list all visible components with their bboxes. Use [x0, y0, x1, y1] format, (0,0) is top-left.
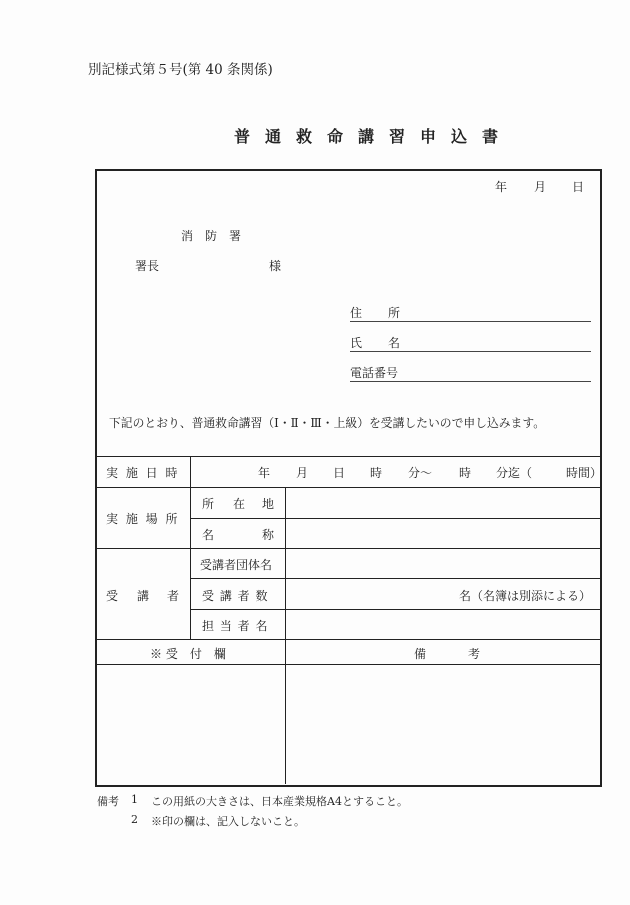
table-line [190, 609, 600, 610]
phone-field[interactable] [350, 364, 591, 382]
address-label-1: 住 [350, 306, 363, 320]
fire-station-label: 消 防 署 [181, 229, 242, 243]
table-line [97, 639, 600, 640]
contact-person-label: 担 当 者 名 [202, 619, 269, 633]
venue-location-label-2: 在 [233, 497, 246, 511]
table-line [97, 456, 600, 457]
note-2-text: ※印の欄は、記入しないこと。 [151, 815, 305, 828]
datetime-day: 日 [333, 466, 346, 480]
note-2-number: 2 [131, 813, 138, 826]
phone-label: 電話番号 [350, 366, 399, 380]
chief-label: 署長 [135, 259, 160, 273]
datetime-month: 月 [296, 466, 309, 480]
datetime-field[interactable] [192, 458, 603, 487]
venue-name-field[interactable] [287, 520, 600, 548]
notes-label: 備考 [97, 795, 119, 808]
note-1-text: この用紙の大きさは、日本産業規格A4とすること。 [151, 795, 408, 808]
remarks-field[interactable] [287, 666, 600, 783]
venue-label: 実 施 場 所 [106, 512, 180, 526]
reception-header: ※ 受 付 欄 [150, 647, 226, 661]
address-label-2: 所 [388, 306, 401, 320]
name-label-2: 名 [388, 336, 401, 350]
table-line [97, 664, 600, 665]
venue-location-field[interactable] [287, 489, 600, 518]
date-month-label: 月 [534, 180, 547, 194]
datetime-start-minute: 分～ [408, 466, 433, 480]
page-title: 普通救命講習申込書 [234, 127, 514, 146]
group-name-field[interactable] [287, 550, 600, 578]
reception-area [97, 666, 285, 783]
venue-name-label-2: 称 [262, 528, 275, 542]
form-reference: 別記様式第５号(第 40 条関係) [88, 62, 273, 78]
attendees-label-2: 講 [137, 589, 150, 603]
address-field[interactable] [350, 304, 591, 322]
attendees-label-3: 者 [167, 589, 180, 603]
datetime-end-minute: 分迄（ [496, 466, 533, 480]
name-field[interactable] [350, 334, 591, 352]
datetime-label: 実 施 日 時 [106, 466, 180, 480]
name-label-1: 氏 [350, 336, 363, 350]
table-line [97, 548, 600, 549]
application-date[interactable] [0, 178, 630, 194]
table-line [285, 487, 286, 784]
contact-person-field[interactable] [287, 611, 600, 639]
venue-location-label-3: 地 [262, 497, 275, 511]
remarks-header-2: 考 [468, 647, 481, 661]
datetime-end-hour: 時 [459, 466, 472, 480]
datetime-start-hour: 時 [370, 466, 383, 480]
honorific-label: 様 [269, 259, 282, 273]
table-line [190, 578, 600, 579]
datetime-hours: 時間） [566, 466, 603, 480]
table-line [190, 456, 191, 639]
venue-name-label-1: 名 [202, 528, 215, 542]
attendee-count-label: 受 講 者 数 [202, 589, 269, 603]
note-1-number: 1 [131, 793, 138, 806]
table-line [97, 487, 600, 488]
datetime-year: 年 [258, 466, 271, 480]
date-year-label: 年 [495, 180, 508, 194]
date-day-label: 日 [572, 180, 585, 194]
application-statement: 下記のとおり、普通救命講習（Ⅰ・Ⅱ・Ⅲ・上級）を受講したいので申し込みます。 [109, 416, 546, 430]
attendees-label-1: 受 [106, 589, 119, 603]
group-name-label: 受講者団体名 [200, 558, 273, 572]
attendee-count-suffix: 名（名簿は別添による） [459, 589, 592, 603]
table-line [190, 518, 600, 519]
remarks-header-1: 備 [414, 647, 427, 661]
venue-location-label-1: 所 [202, 497, 215, 511]
